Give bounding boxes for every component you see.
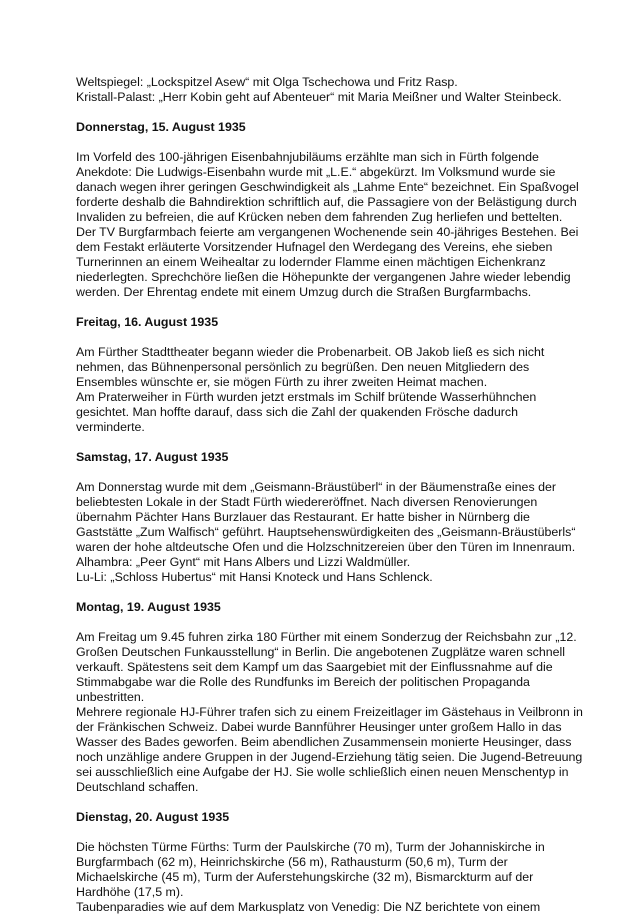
spacer bbox=[76, 585, 576, 600]
text-line: werden. Der Ehrentag endete mit einem Umzug durch die Straßen Burgfarmbachs. bbox=[76, 285, 532, 299]
text-line: Michaelskirche (45 m), Turm der Auferstehungskirche (32 m), Bismarckturm auf der bbox=[76, 870, 534, 884]
spacer bbox=[76, 825, 576, 840]
text-line: Burgfarmbach (62 m), Heinrichskirche (56 m), Rathausturm (50,6 m), Turm der bbox=[76, 855, 508, 869]
section-heading: Dienstag, 20. August 1935 bbox=[76, 810, 230, 824]
spacer bbox=[76, 105, 576, 120]
section-friday bbox=[76, 315, 576, 435]
spacer bbox=[76, 465, 576, 480]
text-line: Die höchsten Türme Fürths: Turm der Paulskirche (70 m), Turm der Johanniskirche in bbox=[76, 840, 545, 854]
spacer bbox=[76, 300, 576, 315]
section-heading: Samstag, 17. August 1935 bbox=[76, 450, 229, 464]
text-line: Großen Deutschen Funkausstellung“ in Berlin. Die angebotenen Zugplätze waren schnell bbox=[76, 645, 566, 659]
text-line: Der TV Burgfarmbach feierte am vergangenen Wochenende sein 40-jähriges Bestehen. Bei bbox=[76, 225, 579, 239]
document-page bbox=[76, 75, 583, 915]
section-heading: Montag, 19. August 1935 bbox=[76, 600, 221, 614]
spacer bbox=[76, 435, 576, 450]
section-heading: Freitag, 16. August 1935 bbox=[76, 315, 219, 329]
text-line: übernahm Pächter Hans Burzlauer das Restaurant. Er hatte bisher in Nürnberg die bbox=[76, 510, 530, 524]
spacer bbox=[76, 615, 576, 630]
text-line: danach wegen ihrer geringen Geschwindigkeit als „Lahme Ente“ bezeichnet. Ein Spaßvogel bbox=[76, 180, 579, 194]
text-line: Gaststätte „Zum Walfisch“ geführt. Hauptsehenswürdigkeiten des „Geismann-Bräustüberls“ bbox=[76, 525, 576, 539]
text-line: Lu-Li: „Schloss Hubertus“ mit Hansi Knoteck und Hans Schlenck. bbox=[76, 570, 433, 584]
text-line: noch unzählige andere Gruppen in der Jugend-Erziehung tätig seien. Die Jugend-Betreuung bbox=[76, 750, 583, 764]
text-line: Am Praterweiher in Fürth wurden jetzt erstmals im Schilf brütende Wasserhühnchen bbox=[76, 390, 537, 404]
text-line: Am Freitag um 9.45 fuhren zirka 180 Fürther mit einem Sonderzug der Reichsbahn zur „12. bbox=[76, 630, 577, 644]
text-line: Taubenparadies wie auf dem Markusplatz von Venedig: Die NZ berichtete von einem bbox=[76, 900, 541, 914]
spacer bbox=[76, 795, 576, 810]
text-line: Mehrere regionale HJ-Führer trafen sich zu einem Freizeitlager im Gästehaus in Veilbronn in bbox=[76, 705, 583, 719]
section-thursday bbox=[76, 120, 579, 300]
intro-block bbox=[76, 75, 576, 105]
text-line: der Fränkischen Schweiz. Dabei wurde Bannführer Heusinger unter großem Hallo in das bbox=[76, 720, 562, 734]
text-line: Im Vorfeld des 100-jährigen Eisenbahnjubiläums erzählte man sich in Fürth folgende bbox=[76, 150, 539, 164]
text-line: Hardhöhe (17,5 m). bbox=[76, 885, 184, 899]
text-line: Weltspiegel: „Lockspitzel Asew“ mit Olga Tschechowa und Fritz Rasp. bbox=[76, 75, 458, 89]
text-line: Alhambra: „Peer Gynt“ mit Hans Albers und Lizzi Waldmüller. bbox=[76, 555, 411, 569]
text-line: Kristall-Palast: „Herr Kobin geht auf Abenteuer“ mit Maria Meißner und Walter Steinbeck. bbox=[76, 90, 562, 104]
text-line: verminderte. bbox=[76, 420, 145, 434]
section-saturday bbox=[76, 450, 576, 585]
text-line: Ensembles wünschte er, sie mögen Fürth zu ihrer zweiten Heimat machen. bbox=[76, 375, 488, 389]
text-line: gesichtet. Man hoffte darauf, dass sich die Zahl der quakenden Frösche dadurch bbox=[76, 405, 518, 419]
text-line: forderte deshalb die Bahndirektion schriftlich auf, die Passagiere von der Belästigung durch bbox=[76, 195, 577, 209]
text-line: Invaliden zu befreien, die auf Krücken neben dem fahrenden Zug herliefen und bettelten. bbox=[76, 210, 563, 224]
spacer bbox=[76, 135, 576, 150]
spacer bbox=[76, 330, 576, 345]
text-line: nehmen, das Bühnenpersonal persönlich zu begrüßen. Den neuen Mitgliedern des bbox=[76, 360, 530, 374]
section-heading: Donnerstag, 15. August 1935 bbox=[76, 120, 246, 134]
text-line: niederlegten. Sprechchöre ließen die Höhepunkte der vergangenen Jahre wieder lebendig bbox=[76, 270, 571, 284]
text-line: Turnerinnen an einem Weihealtar zu lodernder Flamme einen mächtigen Eichenkranz bbox=[76, 255, 546, 269]
text-line: sei ausschließlich eine Aufgabe der HJ. Sie wolle schließlich einen neuen Menschentyp in bbox=[76, 765, 569, 779]
text-line: dem Festakt erläuterte Vorsitzender Hufnagel den Werdegang des Vereins, ehe sieben bbox=[76, 240, 553, 254]
text-line: Am Donnerstag wurde mit dem „Geismann-Bräustüberl“ in der Bäumenstraße eines der bbox=[76, 480, 556, 494]
section-tuesday bbox=[76, 810, 576, 915]
section-monday bbox=[76, 600, 583, 795]
text-line: beliebtesten Lokale in der Stadt Fürth wiedereröffnet. Nach diversen Renovierungen bbox=[76, 495, 538, 509]
text-line: Am Fürther Stadttheater begann wieder die Probenarbeit. OB Jakob ließ es sich nicht bbox=[76, 345, 545, 359]
text-line: Anekdote: Die Ludwigs-Eisenbahn wurde mit „L.E.“ abgekürzt. Im Volksmund wurde sie bbox=[76, 165, 556, 179]
text-line: verkauft. Spätestens seit dem Kampf um das Saargebiet mit der Einflussnahme auf die bbox=[76, 660, 553, 674]
text-line: waren der hohe altdeutsche Ofen und die Holzschnitzereien über den Türen im Innenraum. bbox=[76, 540, 576, 554]
text-line: Wasser des Bades geworfen. Beim abendlichen Zusammensein monierte Heusinger, dass bbox=[76, 735, 572, 749]
text-line: Stimmabgabe war die Rolle des Rundfunks im Bereich der politischen Propaganda bbox=[76, 675, 530, 689]
text-line: Deutschland schaffen. bbox=[76, 780, 199, 794]
text-line: unbestritten. bbox=[76, 690, 145, 704]
